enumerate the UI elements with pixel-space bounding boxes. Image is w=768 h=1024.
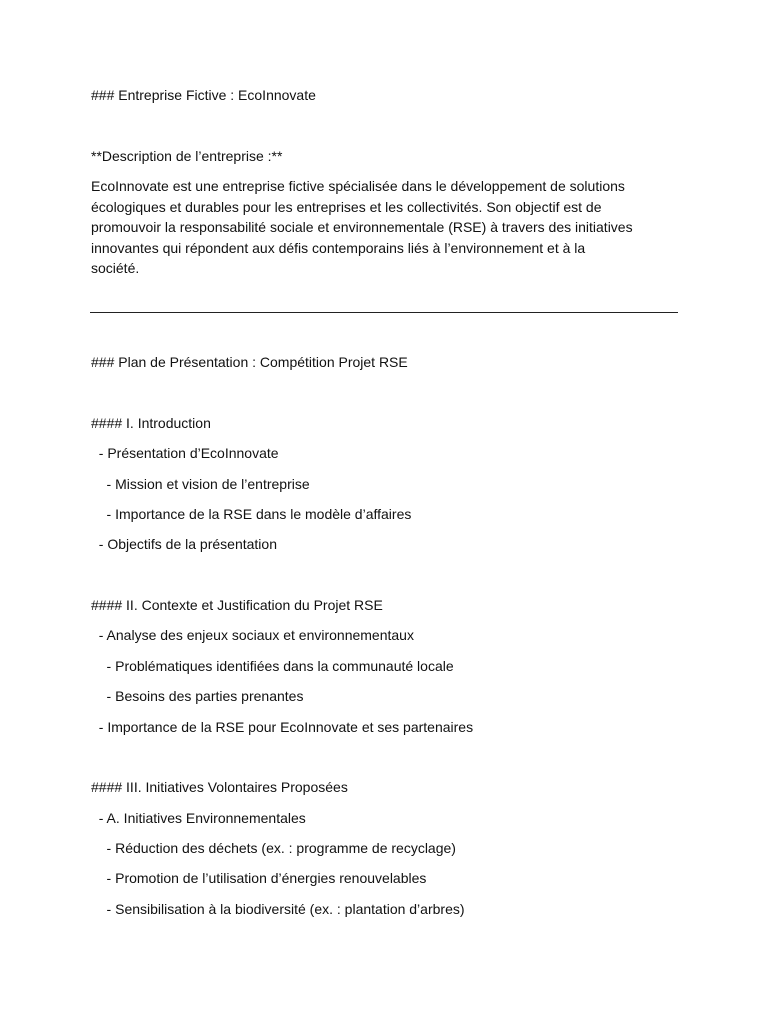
list-item: - Promotion de l’utilisation d’énergies renouvelables (91, 870, 427, 886)
section-3-heading: #### III. Initiatives Volontaires Proposées (91, 779, 348, 795)
plan-heading: ### Plan de Présentation : Compétition Projet RSE (91, 354, 408, 370)
list-item: - Objectifs de la présentation (91, 536, 277, 552)
list-item: - Analyse des enjeux sociaux et environnementaux (91, 627, 414, 643)
description-heading: **Description de l’entreprise :** (91, 148, 283, 164)
list-item: - Problématiques identifiées dans la communauté locale (91, 658, 454, 674)
section-1-heading: #### I. Introduction (91, 415, 211, 431)
list-item: - Besoins des parties prenantes (91, 688, 304, 704)
list-item: - Réduction des déchets (ex. : programme de recyclage) (91, 840, 456, 856)
section-2-heading: #### II. Contexte et Justification du Projet RSE (91, 597, 383, 613)
description-line: promouvoir la responsabilité sociale et environnementale (RSE) à travers des initiatives (91, 219, 633, 236)
description-line: écologiques et durables pour les entreprises et les collectivités. Son objectif est de (91, 198, 602, 215)
list-item: - Sensibilisation à la biodiversité (ex. : plantation d’arbres) (91, 901, 465, 917)
list-item: - Importance de la RSE pour EcoInnovate et ses partenaires (91, 719, 474, 735)
list-item: - Présentation d’EcoInnovate (91, 445, 279, 461)
description-line: société. (91, 260, 140, 277)
description-paragraph (91, 176, 681, 279)
document-title: ### Entreprise Fictive : EcoInnovate (91, 87, 316, 103)
description-line: EcoInnovate est une entreprise fictive spécialisée dans le développement de solutions (91, 178, 625, 194)
horizontal-divider (90, 312, 678, 313)
list-item: - Importance de la RSE dans le modèle d’affaires (91, 506, 412, 522)
list-item: - Mission et vision de l’entreprise (91, 476, 310, 492)
list-item: - A. Initiatives Environnementales (91, 810, 306, 826)
description-line: innovantes qui répondent aux défis contemporains liés à l’environnement et à la (91, 239, 586, 256)
